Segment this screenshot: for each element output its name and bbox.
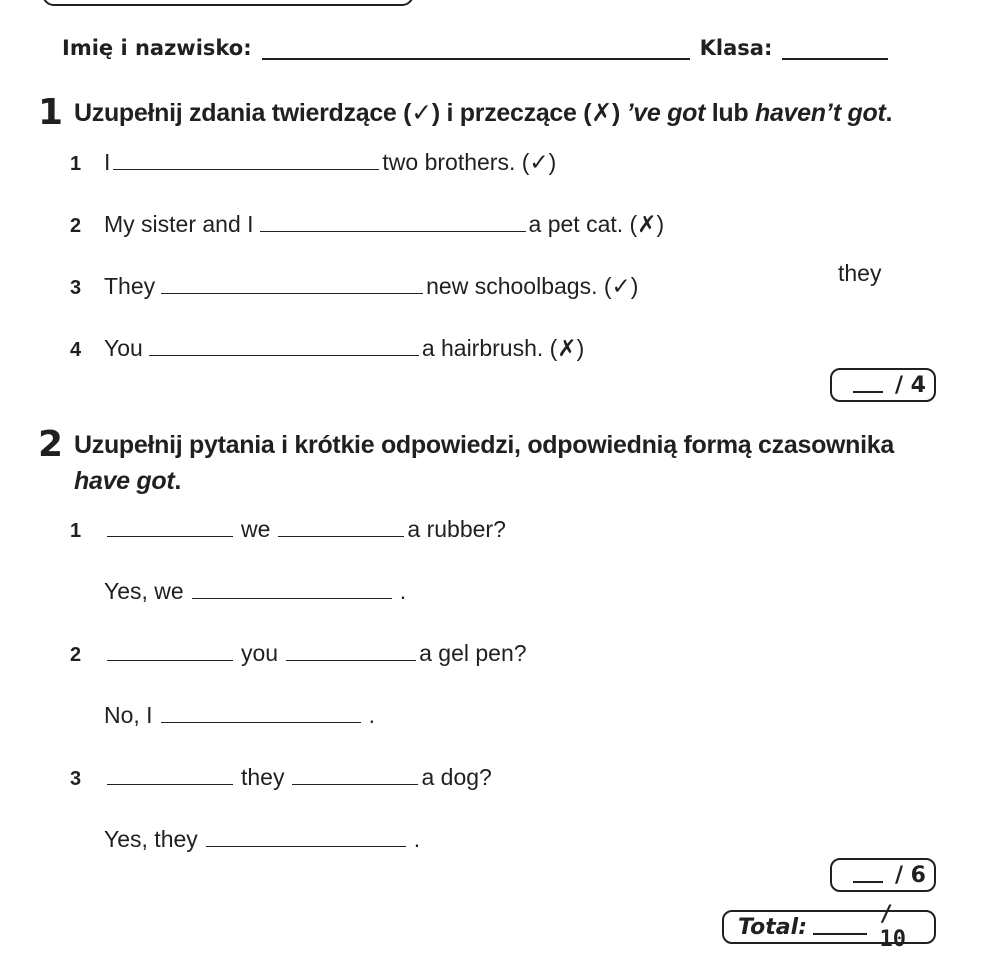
- s2-item-3-after: a dog?: [421, 764, 492, 790]
- name-field[interactable]: [262, 40, 690, 60]
- section-1-score-blank[interactable]: [853, 377, 883, 393]
- s2-answer-3-before: Yes, they: [104, 826, 198, 852]
- s2-answer-1-after: .: [399, 578, 407, 604]
- s2-item-3: [70, 762, 492, 794]
- s2-answer-2-after: .: [368, 702, 375, 728]
- s1-item-3-blank[interactable]: [161, 273, 423, 294]
- s2-answer-3: [104, 824, 420, 854]
- s1-item-1-before: I: [104, 149, 111, 175]
- section-2-title: [74, 429, 894, 497]
- s1-item-1-number: 1: [70, 153, 82, 175]
- s1-item-4-after: a hairbrush. (✗): [421, 335, 585, 361]
- s2-answer-2-before: No, I: [104, 702, 153, 728]
- section-1-title-mid: lub: [705, 99, 755, 127]
- s2-item-2-blank-2[interactable]: [286, 640, 416, 661]
- class-field[interactable]: [782, 40, 888, 60]
- s2-item-2-blank-1[interactable]: [107, 640, 233, 661]
- s2-answer-3-blank[interactable]: [206, 826, 406, 847]
- s1-item-4-number: 4: [70, 339, 82, 361]
- s1-item-2: [70, 209, 664, 241]
- s1-item-3: [70, 271, 638, 303]
- s2-item-2-mid: you: [241, 640, 279, 666]
- s2-item-3-number: 3: [70, 768, 82, 790]
- s2-answer-1-blank[interactable]: [192, 578, 392, 599]
- s2-item-2: [70, 638, 527, 670]
- s1-item-4-blank[interactable]: [149, 335, 419, 356]
- s1-item-2-after: a pet cat. (✗): [528, 211, 665, 237]
- s2-item-1-blank-1[interactable]: [107, 516, 233, 537]
- s1-item-2-before: My sister and I: [104, 211, 254, 237]
- section-2-title-line-1: Uzupełnij pytania i krótkie odpowiedzi, odpowiednią formą czasownika: [74, 431, 895, 459]
- side-note: they: [838, 260, 882, 286]
- section-2-number: 2: [38, 424, 64, 465]
- s1-item-1-after: two brothers. (✓): [382, 149, 557, 175]
- name-label: Imię i nazwisko:: [62, 36, 252, 60]
- s2-answer-1-before: Yes, we: [104, 578, 184, 604]
- s2-item-1: [70, 514, 506, 546]
- s2-answer-2-blank[interactable]: [161, 702, 361, 723]
- class-label: Klasa:: [699, 36, 773, 60]
- s1-item-1: [70, 147, 556, 179]
- s2-item-2-after: a gel pen?: [419, 640, 527, 666]
- section-1-number: 1: [38, 92, 64, 133]
- section-2-score-blank[interactable]: [853, 867, 883, 883]
- total-score-box: [722, 902, 936, 952]
- s2-item-1-blank-2[interactable]: [278, 516, 404, 537]
- s1-item-3-after: new schoolbags. (✓): [426, 273, 639, 299]
- s2-item-3-blank-1[interactable]: [107, 764, 233, 785]
- s2-item-1-number: 1: [70, 520, 82, 542]
- s1-item-4: [70, 333, 584, 365]
- section-1-score-box: [830, 368, 936, 402]
- section-2-score-box: [830, 858, 936, 892]
- student-header: [62, 28, 922, 60]
- section-1-title-italic-1: ’ve got: [626, 99, 706, 127]
- s2-item-3-blank-2[interactable]: [292, 764, 418, 785]
- s2-item-3-mid: they: [241, 764, 285, 790]
- section-1-score: / 4: [894, 372, 926, 398]
- s2-answer-3-after: .: [413, 826, 421, 852]
- section-1-title: [74, 97, 892, 129]
- s1-item-3-before: They: [104, 273, 156, 299]
- total-label: Total:: [738, 914, 807, 940]
- s1-item-1-blank[interactable]: [113, 149, 379, 170]
- total-score: / 10: [879, 902, 906, 952]
- s1-item-4-before: You: [104, 335, 143, 361]
- s2-item-1-mid: we: [241, 516, 271, 542]
- s2-answer-1: [104, 576, 406, 606]
- s2-item-2-number: 2: [70, 644, 82, 666]
- section-2-score: / 6: [894, 862, 926, 888]
- s2-answer-2: [104, 700, 375, 730]
- section-2-title-end: .: [174, 467, 182, 495]
- s2-item-1-after: a rubber?: [407, 516, 506, 542]
- section-1-title-text: Uzupełnij zdania twierdzące (✓) i przeczące (✗): [74, 99, 627, 127]
- s1-item-2-blank[interactable]: [260, 211, 526, 232]
- section-2-title-italic: have got: [74, 467, 175, 495]
- s1-item-3-number: 3: [70, 277, 82, 299]
- total-score-blank[interactable]: [813, 919, 867, 935]
- section-1-title-italic-2: haven’t got: [754, 99, 886, 127]
- s1-item-2-number: 2: [70, 215, 82, 237]
- top-tab-decoration: [42, 0, 414, 6]
- section-1-title-end: .: [885, 99, 893, 127]
